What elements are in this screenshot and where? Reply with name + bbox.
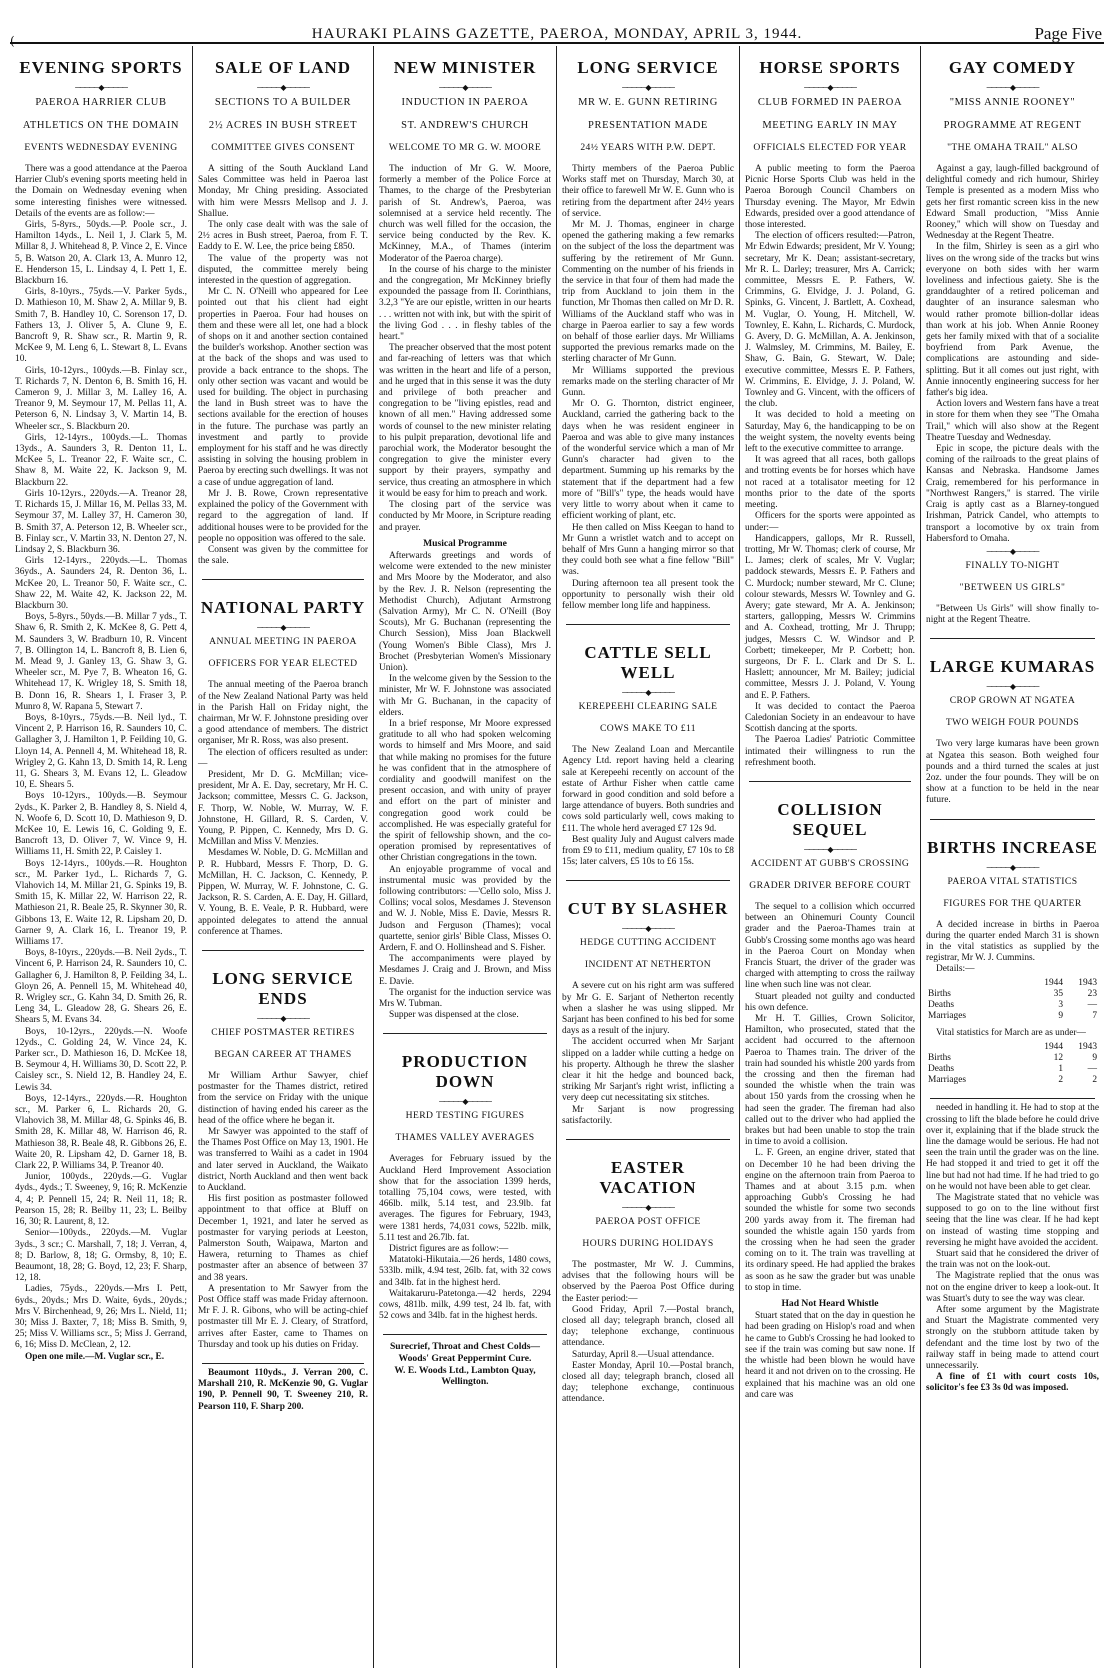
- paragraph: Girls 12-14yrs., 220yds.—L. Thomas 36yds., A. Saunders 24, R. Denton 36, L. McKee 20, L. Treanor 50, F. Waite scr., C. Shaw 22, M. Waite 42, K. Jackson 22, M. Blackburn 30.: [15, 556, 187, 611]
- subhead: PAEROA VITAL STATISTICS: [947, 875, 1078, 887]
- subhead: PROGRAMME AT REGENT: [943, 120, 1082, 131]
- headline-births-increase: BIRTHS INCREASE: [927, 837, 1098, 857]
- paragraph: A sitting of the South Auckland Land Sales Committee was held in Paeroa last Monday, Mr Ching presiding. Associated with him were Messrs Mellsop and J. J. Shallue.: [198, 164, 368, 219]
- paragraph: District figures are as follow:—: [389, 1244, 509, 1255]
- paragraph: "Between Us Girls" will show finally to-night at the Regent Theatre.: [926, 603, 1099, 626]
- paragraph: He then called on Miss Keegan to hand to Mr Gunn a wristlet watch and to accept on behalf of Mrs Gunn a hanging mirror so that they could both see what a fine fellow "Bill" was.: [562, 522, 734, 578]
- paragraph: An enjoyable programme of vocal and instrumental music was provided by the following contributors: —'Cello solo, Miss J. Collins; vocal solos, Mesdames J. Stevenson and W. J. Noble, Miss E. Davie, Messrs R. Judson and Ferguson (Thames); vocal quartette, senior girls' Bible Class, Misses O. Ardern, F. and O. Hollinshead and S. Fisher.: [379, 864, 551, 954]
- paragraph: Open one mile.—M. Vuglar scr., E.: [25, 1351, 165, 1362]
- paragraph: Boys, 8-10yrs., 75yds.—B. Neil lyd., T. Vincent 2, P. Harrison 16, R. Saunders 10, C. Gallagher 3, J. Hamilton 1, P. Feilding 10, G. Lloyn 14, A. Pennell 4, M. Whitehead 18, R. Wrigley 2, G. Kahn 13, D. Smith 14, R. Leng 11, G. Shears 3, M. Evans 12, L. Gleadow 10, E. Shears 5.: [15, 712, 187, 791]
- subhead: TWO WEIGH FOUR POUNDS: [945, 717, 1080, 729]
- paragraph: A severe cut on his right arm was suffered by Mr G. E. Sarjant of Netherton recently when a slasher he was using slipped. Mr Sarjant has been confined to his bed for some days as a result of the injury.: [562, 981, 734, 1037]
- cell-value: 9: [1058, 1011, 1063, 1022]
- paragraph: Stuart said that he considered the driver of the train was not on the look-out.: [926, 1249, 1099, 1271]
- cell-value: 7: [1092, 1011, 1097, 1022]
- paragraph: The New Zealand Loan and Mercantile Agency Ltd. report having held a clearing sale at Kerepeehi recently on account of the estate of Arthur Fisher when cattle came forward in good condition and sold before a large attendance of buyers. Both sundries and cows sold particularly well, cows making to £11. The whole herd averaged £7 12s 9d.: [562, 745, 734, 834]
- year-header: 1943: [1078, 1041, 1097, 1052]
- rule-ornament: ─────◆─────: [986, 546, 1039, 556]
- subhead: "MISS ANNIE ROONEY": [949, 97, 1076, 108]
- paragraph: The accident occurred when Mr Sarjant slipped on a ladder while cutting a hedge on his property. Although he threw the slasher clear it hit the hedge and bounced back, striking Mr Sarjant's right wrist, inflicting a very deep cut necessitating six stitches.: [562, 1037, 734, 1104]
- subhead: ANNUAL MEETING IN PAEROA: [209, 636, 357, 648]
- article-divider: [930, 638, 1095, 639]
- row-label: Births: [928, 988, 951, 999]
- article-divider: [202, 950, 364, 951]
- rule-ornament: ─────◆─────: [257, 83, 309, 92]
- paragraph: There was a good attendance at the Paeroa Harrier Club's evening sports meeting held in the Domain on Wednesday evening when some interesting finishes were witnessed. Details of the events are as follow:—: [15, 164, 187, 219]
- paragraph: Girls, 8-10yrs., 75yds.—V. Parker 5yds., D. Mathieson 10, M. Shaw 2, A. Millar 9, B. Smith 7, B. Handley 10, C. Sorenson 17, D. Fathers 13, J. Oliver 5, A. Clune 9, E. Bancroft 9, R. Shaw scr., R. Martin 9, R. McKee 9, M. Leng 6, L. Stewart 8, L. Evans 10.: [15, 287, 187, 365]
- headline-evening-sports: EVENING SPORTS: [19, 58, 183, 77]
- paragraph: During afternoon tea all present took the opportunity to personally wish their old fellow member long life and happiness.: [562, 578, 734, 611]
- paragraph: Best quality July and August calvers made from £9 to £11, medium quality, £7 10s to £8 15s; later calvers, £5 10s to £6 15s.: [562, 834, 734, 868]
- paragraph: Two very large kumaras have been grown at Ngatea this season. Both weighed four pounds and a third turned the scales at just 2oz. under the four pounds. They will be on show at a function to be held in the near future.: [926, 739, 1099, 806]
- rule-ornament: ─────◆─────: [75, 83, 127, 92]
- paragraph: Easter Monday, April 10.—Postal branch, closed all day; telegraph branch, closed all day; telephone exchange, continuous attendance.: [562, 1360, 734, 1405]
- row-label: Deaths: [928, 1063, 955, 1074]
- paragraph: Mr M. J. Thomas, engineer in charge opened the gathering making a few remarks on the subject of the loss the department was suffering by the retirement of Mr Gunn. Commenting on the number of his friends in the service in that four of them had made the trip from Auckland to join them in the function, Mr Thomas then called on Mr D. R. Williams of the Auckland staff who was in charge in Paeroa earlier to say a few words on behalf of those earlier days. Mr Williams supported the previous remarks made on the sterling character of Mr Gunn.: [562, 220, 734, 365]
- subhead: "THE OMAHA TRAIL" ALSO: [947, 142, 1078, 153]
- paragraph: The closing part of the service was conducted by Mr Moore, in Scripture reading and prayer.: [379, 500, 551, 533]
- subhead: MR W. E. GUNN RETIRING: [578, 97, 718, 108]
- paragraph: In the course of his charge to the minister and the congregation, Mr McKinney briefly expounded the passage from II. Corinthians, 3.2,3 "Ye are our epistle, written in our hearts . . . written not with ink, but with the spirit of the living God . . . in fleshy tables of the heart.": [379, 264, 551, 343]
- headline-sale-of-land: SALE OF LAND: [214, 58, 352, 77]
- paragraph: The election of officers resulted:—Patron, Mr Edwin Edwards; president, Mr V. Young; secretary, Mr K. Dean; assistant-secretary, Mr R. L. Darley; treasurer, Mrs A. Carrick; committee, Messrs E. P. Fathers, W. Crimmins, G. Elvidge, J. J. Poland, G. Spinks, G. Vincent, J. Bartlett, A. Coxhead, M. Vuglar, O. Young, H. Mitchell, W. Townley, E. Kahn, L. Richards, C. Murdock, G. Avery, D. G. McMillan, A. A. Jenkinson, J. Walmsley, M. Crimmins, M. Bailey, E. Shaw, G. Bain, G. Stewart, W. Dale; executive committee, Messrs E. P. Fathers, W. Crimmins, E. Elvidge, J. J. Poland, W. Townley and G. Vincent, with the officers of the club.: [745, 231, 915, 410]
- column-horse-sports: [740, 46, 921, 1668]
- paragraph: The organist for the induction service was Mrs W. Tubman.: [379, 987, 551, 1010]
- paragraph: The sequel to a collision which occurred between an Ohinemuri County Council grader and the Paeroa-Thames train at Gubb's Crossing some months ago was heard in the Paeroa Court on Monday when Francis Stuart, the driver of the grader was charged with attempting to cross the railway line when such line was not clear.: [745, 901, 915, 991]
- paragraph: His first position as postmaster followed appointment to that office at Bluff on December 1, 1921, and later he served as postmaster for varying periods at Leeston, Palmerston South, Waipawa, Marton and Hawera, returning to Thames as chief postmaster after an absence of between 37 and 38 years.: [198, 1194, 368, 1283]
- rule-ornament: ─────◆─────: [986, 862, 1039, 872]
- article-divider: [566, 624, 730, 625]
- masthead: [10, 8, 1104, 48]
- paragraph: L. F. Green, an engine driver, stated that on December 10 he had been driving the engine on the afternoon train from Paeroa to Thames and at about 3.15 p.m. when approaching Gubb's Crossing he had sounded the whistle for some two seconds 200 yards away from it. The fireman had sounded the whistle again 150 yards from the crossing when he had seen the grader coming on to it. The train was travelling at its ordinary speed. He had applied the brakes as soon as he saw the grader but was unable to stop in time.: [745, 1148, 915, 1293]
- cell-value: —: [1087, 1063, 1097, 1074]
- paragraph: Saturday, April 8.—Usual attendance.: [572, 1349, 715, 1360]
- paragraph: Thirty members of the Paeroa Public Works staff met on Thursday, March 30, at their office to farewell Mr W. E. Gunn who is retiring from the department after 24½ years of service.: [562, 164, 734, 219]
- subhead: HOURS DURING HOLIDAYS: [582, 1238, 714, 1249]
- paragraph: Stuart stated that on the day in question he had been grading on Hislop's road and when he came to Gubb's Crossing he had looked to see if the train was coming but saw none. If the whistle had been blown he would have heard it and not driven on to the crossing. He explained that his machine was an old one and care was: [745, 1311, 915, 1400]
- paragraph: Girls, 10-12yrs., 100yds.—B. Finlay scr., T. Richards 7, N. Denton 6, B. Smith 16, H. Cameron 9, J. Millar 3, M. Lalley 16, A. Treanor 9, M. Seymour 17, M. Pellas 11, A. Peterson 6, N. Lindsay 3, V. Martin 14, B. Wheeler scr., S. Blackburn 20.: [15, 365, 187, 432]
- subhead: FINALLY TO-NIGHT: [965, 559, 1060, 571]
- page-edge-mark: (: [10, 34, 15, 48]
- subhead: PRESENTATION MADE: [588, 120, 708, 131]
- paragraph: Handicappers, gallops, Mr R. Russell, trotting, Mr W. Thomas; clerk of course, Mr L. James; clerk of scales, Mr V. Vuglar; paddock stewards, Messrs E. P. Fathers and C. Murdock; number steward, Mr C. Clune; colour stewards, Messrs W. Townley and G. Avery; gate steward, Mr A. A. Jenkinson; starters, gallopping, Messrs W. Crimmins and A. Coxhead, trotting, Mr J. Thrupp; judges, Messrs C. W. Windsor and P. Corbett; timekeeper, Mr P. Corbett; hon. surgeons, Dr F. L. Clark and Dr S. L. Haslett; announcer, Mr M. Bailey; judicial committee, Messrs J. J. Poland, V. Young and E. P. Fathers.: [745, 533, 915, 701]
- paragraph: Girls, 12-14yrs., 100yds.—L. Thomas 13yds., A. Saunders 3, R. Denton 11, L. McKee 5, L. Treanor 22, F. Waite scr., C. Shaw 8, M. Waite 22, K. Jackson 9, M. Blackburn 22.: [15, 432, 187, 488]
- headline-long-service-ends: LONG SERVICE ENDS: [212, 968, 354, 1008]
- column-long-service: [557, 46, 740, 1668]
- subhead: WELCOME TO MR G. W. MOORE: [388, 142, 542, 153]
- paragraph: Boys 10-12yrs., 100yds.—B. Seymour 2yds., K. Parker 2, B. Handley 8, S. Nield 4, N. Woofe 6, D. Scott 10, D. Mathieson 9, D. McKee 10, E. Lewis 16, C. Golding 9, E. Bancroft 13, D. Oliver 7, W. Vince 9, H. Williams 11, H. Smith 22, P. Caisley 1.: [15, 791, 187, 858]
- paragraph: It was decided to contact the Paeroa Caledonian Society in an endeavour to have Scottish dancing at the sports.: [745, 701, 915, 735]
- page-number: Page Five: [1034, 24, 1102, 43]
- headline-gay-comedy: GAY COMEDY: [948, 58, 1077, 77]
- subhead: "BETWEEN US GIRLS": [959, 581, 1066, 593]
- rule-ornament: ─────◆─────: [986, 83, 1039, 92]
- rule-ornament: ─────◆─────: [257, 623, 309, 633]
- paragraph: The postmaster, Mr W. J. Cummins, advises that the following hours will be observed by the Paeroa Post Office during the Easter period:—: [562, 1260, 734, 1304]
- section-title: Musical Programme: [423, 537, 507, 549]
- ad-line: Surecrief, Throat and Chest Colds—Woods' Great Peppermint Cure.: [389, 1341, 541, 1365]
- rule-ornament: ─────◆─────: [622, 1203, 674, 1212]
- headline-easter-vacation: EASTER VACATION: [599, 1158, 697, 1197]
- paragraph: The accompaniments were played by Mesdames J. Craig and J. Brown, and Miss E. Davie.: [379, 954, 551, 987]
- cell-value: 2: [1092, 1075, 1097, 1086]
- paragraph: Epic in scope, the picture deals with the coming of the railroads to the great plains of Kansas and Nebraska. Handsome James Craig, remembered for his performance in "Northwest Rangers," is starred. The virile Craig is aptly cast as a Blarney-tongued Irishman, Patrick Candel, who attempts to transport a locomotive by ox train from Habersford to Omaha.: [926, 444, 1099, 544]
- article-divider: [749, 781, 911, 782]
- vital-statistics-quarter-table: [926, 978, 1099, 1023]
- subhead: ATHLETICS ON THE DOMAIN: [22, 120, 180, 131]
- paragraph: The only case dealt with was the sale of 2½ acres in Bush street, Paeroa, from F. T. Eaddy to E. W. Lee, the price being £850.: [198, 220, 368, 253]
- headline-long-service: LONG SERVICE: [577, 58, 719, 77]
- paragraph: Mr Williams supported the previous remarks made on the sterling character of Mr Gunn.: [562, 365, 734, 399]
- article-divider: [202, 579, 364, 580]
- paragraph: Mr O. G. Thornton, district engineer, Auckland, carried the gathering back to the days when he was resident engineer in Paeroa and was able to give many instances of the wonderful service which a man of Mr Gunn's character had given to the department. Summing up his remarks by the statement that if the department had a few more of "Bill's" type, the heads would have very little to worry about when it came to efficient working of plant, etc.: [562, 399, 734, 522]
- paragraph: The value of the property was not disputed, the committee merely being interested in the question of aggregation.: [198, 253, 368, 287]
- subhead: 2½ ACRES IN BUSH STREET: [208, 120, 358, 131]
- paragraph: The Paeroa Ladies' Patriotic Committee intimated their willingness to run the refreshment booth.: [745, 735, 915, 768]
- rule-ornament: ─────◆─────: [804, 83, 856, 92]
- table-row: [926, 1011, 1099, 1022]
- subhead: COWS MAKE TO £11: [599, 723, 697, 735]
- row-label: Births: [928, 1052, 951, 1063]
- table-row: [926, 1053, 1099, 1064]
- column-gay-comedy: [921, 46, 1104, 1668]
- paragraph: Vital statistics for March are as under—: [936, 1028, 1086, 1039]
- paragraph: After some argument by the Magistrate and Stuart the Magistrate commented very strongly on the stubborn attitude taken by defendant and the time lost by two of the railway staff in being made to attend court unnecessarily.: [926, 1305, 1099, 1372]
- rule-ornament: ─────◆─────: [804, 844, 856, 854]
- subhead: MEETING EARLY IN MAY: [762, 120, 898, 131]
- paragraph: Mesdames W. Noble, D. G. McMillan and P. R. Hubbard, Messrs F. Thorp, D. G. McMillan, H. C. Jackson, C. Kennedy, P. Pippen, W. Murray, W. F. Johnstone, C. G. Jackson, R. S. Carden, A. E. Day, H. Gillard, V. Young, B. E. Veale, P. R. Hubbard, were appointed delegates to attend the annual conference at Thames.: [198, 848, 368, 937]
- paragraph: Good Friday, April 7.—Postal branch, closed all day; telegraph branch, closed all day; telephone exchange, continuous attendance.: [562, 1304, 734, 1349]
- article-divider: [383, 1334, 547, 1335]
- subhead: PAEROA POST OFFICE: [595, 1216, 701, 1227]
- paragraph: In the welcome given by the Session to the minister, Mr W. F. Johnstone was associated with Mr G. Buchanan, in the capacity of elders.: [379, 674, 551, 718]
- headline-new-minister: NEW MINISTER: [393, 58, 537, 77]
- paragraph: Averages for February issued by the Auckland Herd Improvement Association show that for the association 1399 herds, totalling 75,104 cows, were tested, with 466lb. milk, 5.14 test, and 23.9lb. fat averages. The figures for February, 1943, were 1381 herds, 74,031 cows, 522lb. milk, 5.11 test and 26.7lb. fat.: [379, 1154, 551, 1243]
- subhead: SECTIONS TO A BUILDER: [214, 97, 352, 108]
- results-continuation: Beaumont 110yds., J. Verran 200, C. Marshall 210, R. McKenzie 90, G. Vuglar 190, P. Pennell 90, T. Sweeney 210, R. Pearson 110, F. Sharp 200.: [198, 1368, 368, 1412]
- subhead: OFFICERS FOR YEAR ELECTED: [208, 658, 358, 670]
- subhead: ACCIDENT AT GUBB'S CROSSING: [750, 857, 910, 869]
- article-divider: [930, 1098, 1095, 1099]
- paragraph: It was agreed that all races, both gallops and trotting events be for horses which have not raced at a totalisator meeting for 12 months prior to the date of the sports meeting.: [745, 455, 915, 511]
- subhead: BEGAN CAREER AT THAMES: [214, 1048, 352, 1060]
- paragraph: Afterwards greetings and words of welcome were extended to the new minister and Mrs Moore by the Moderator, and also by the Rev. J. R. Nelson (representing the Methodist Church), Adjutant Armstrong (Salvation Army), Mr C. N. O'Neill (Boy Scouts), Mr G. Buchanan (representing the Church Session), Miss Joan Blackwell (Young Women's Bible Class), Mrs J. Brochet (Presbyterian Women's Missionary Union).: [379, 550, 551, 673]
- paragraph: Stuart pleaded not guilty and conducted his own defence.: [745, 991, 915, 1013]
- columns: [10, 46, 1104, 1668]
- year-header: 1944: [1044, 1041, 1063, 1052]
- subhead: COMMITTEE GIVES CONSENT: [211, 142, 355, 153]
- rule-ornament: ─────◆─────: [622, 924, 674, 934]
- rule-ornament: ─────◆─────: [622, 83, 674, 92]
- paragraph: Girls, 5-8yrs., 50yds.—P. Poole scr., J. Hamilton 14yds., L. Neil 1, J. Clark 5, M. Millar 8, J. Whitehead 8, P. Vince 2, E. Vince 5, B. Watson 20, A. Clark 13, A. Munro 12, E. Henderson 15, L. Lindsay 4, I. Pett 1, E. Blackburn 16.: [15, 220, 187, 287]
- cell-value: 2: [1058, 1075, 1063, 1086]
- subhead: KEREPEEHI CLEARING SALE: [578, 701, 718, 713]
- paragraph: Consent was given by the committee for the sale.: [198, 544, 368, 567]
- year-header: 1944: [1044, 977, 1063, 988]
- paragraph: Details:—: [936, 964, 975, 975]
- table-row: [926, 1075, 1099, 1086]
- paragraph: Mr William Arthur Sawyer, chief postmaster for the Thames district, retired from the service on Friday with the unique distinction of having ended his career as the head of the office where he began it.: [198, 1070, 368, 1126]
- paragraph: Boys, 5-8yrs., 50yds.—B. Millar 7 yds., T. Shaw 6, R. Smith 2, K. McKee 8, G. Pett 4, M. Saunders 3, W. Bradburn 10, R. Vincent 7, B. Ollington 14, L. Bancroft 8, B. Lien 6, M. Mead 9, J. Ganley 13, G. Shaw 3, G. Wheeler scr., M. Pye 7, B. Wheaton 16, G. Whitehead 17, K. Wrigley 18, S. Smith 18, B. Donn 16, R. Shears 1, I. Fraser 3, P. Munro 8, W. Rapana 5, Stewart 7.: [15, 612, 187, 712]
- cell-value: 35: [1053, 988, 1063, 999]
- paragraph: Mr Sawyer was appointed to the staff of the Thames Post Office on May 13, 1901. He was transferred to Waihi as a cadet in 1904 and later served in Auckland, the Waikato district, North Auckland and then went back to Auckland.: [198, 1127, 368, 1194]
- headline-production-down: PRODUCTION DOWN: [401, 1052, 529, 1092]
- paragraph: In the film, Shirley is seen as a girl who lives on the wrong side of the tracks but wins everyone on both sides with her warm loveliness and infectious gaiety. She is the granddaughter of a retired policeman and daughter of an insurance salesman who would rather promote billion-dollar ideas than work at his job. When Annie Rooney gets her family mixed with that of a socialite boyfriend from Park Avenue, the complications are astounding and side-splitting. But it all comes out just right, with Annie innocently engineering success for her father's big idea.: [926, 242, 1099, 399]
- headline-horse-sports: HORSE SPORTS: [759, 58, 901, 77]
- subhead: OFFICIALS ELECTED FOR YEAR: [753, 142, 907, 153]
- subhead: HERD TESTING FIGURES: [405, 1110, 525, 1122]
- column-sale-of-land: [193, 46, 374, 1668]
- paragraph: Supper was dispensed at the close.: [389, 1010, 519, 1021]
- paragraph: A fine of £1 with court costs 10s, solicitor's fee £3 3s 0d was imposed.: [926, 1372, 1099, 1394]
- paragraph: Mr C. N. O'Neill who appeared for Lee pointed out that his client had eight properties in Paeroa. Four had houses on them and these were all let, one had a block of shops on it and another section contained the builder's workshop. Another section was at the back of the shops and was used to provide a back entrance to the shops. The only other section was vacant and would be used for building. The object in purchasing the land in Bush street was to have the sections available for the erection of houses in the future. The purchase was partly an investment and partly to provide employment for his staff and he was directly assisting in solving the housing problem in Paeroa by erecting such dwellings. It was not a case of undue aggregation of land.: [198, 287, 368, 488]
- paragraph: A public meeting to form the Paeroa Picnic Horse Sports Club was held in the Paeroa Borough Council Chambers on Thursday evening. The Mayor, Mr Edwin Edwards, presided over a good attendance of those interested.: [745, 164, 915, 231]
- row-label: Marriages: [928, 1011, 967, 1022]
- year-header: 1943: [1078, 977, 1097, 988]
- paragraph: The Magistrate stated that no vehicle was supposed to go on to the line without first seeing that the line was clear. If he had kept on instead of wasting time stopping and reversing he might have avoided the accident.: [926, 1193, 1099, 1248]
- paragraph: Ladies, 75yds., 220yds.—Mrs I. Pett, 6yds., 20yds.; Mrs D. Waite, 6yds., 20yds.; Mrs V. Birchenhead, 9, 26; Mrs L. Nield, 11; 30; Miss J. Baxter, 7, 18; Miss B. Smith, 9, 25; Miss V. Williams scr., 5; Miss J. Gerrand, 6, 16; Miss D. McClean, 2, 12.: [15, 1284, 187, 1351]
- newspaper-title: HAURAKI PLAINS GAZETTE, PAEROA, MONDAY, APRIL 3, 1944.: [311, 26, 803, 42]
- subhead: ST. ANDREW'S CHURCH: [401, 120, 529, 131]
- article-divider: [566, 880, 730, 881]
- paragraph: Against a gay, laugh-filled background of delightful comedy and rich humour, Shirley Temple is presented as a modern Miss who gets her first romantic screen kiss in the new Edward Small production, "Miss Annie Rooney," which will show on Tuesday and Wednesday at the Regent Theatre.: [926, 164, 1099, 242]
- paragraph: Boys, 8-10yrs., 220yds.—B. Neil 2yds., T. Vincent 6, P. Harrison 24, R. Saunders 10, C. Gallagher 6, J. Hamilton 8, P. Feilding 34, L. Gloyn 26, A. Pennell 15, M. Whitehead 40, R. Wrigley scr., G. Kahn 34, D. Smith 26, R. Leng 34, L. Gleadow 28, G. Shears 26, E. Shears 5, M. Evans 34.: [15, 948, 187, 1026]
- paragraph: needed in handling it. He had to stop at the crossing to lift the blade before he could drive over it, explaining that if the blade struck the line the damage would be serious. He had not seen the train until the grader was on the line. He had stopped it and tried to get it off the line but had not had time. If he had tried to go on he would not have been able to get clear.: [926, 1103, 1099, 1192]
- cell-value: —: [1087, 999, 1097, 1010]
- subhead: PAEROA HARRIER CLUB: [35, 97, 167, 108]
- article-divider: [202, 1363, 364, 1364]
- paragraph: Boys 12-14yrs., 100yds.—R. Houghton scr., M. Parker 1yd., L. Richards 7, G. Vlahovich 14, M. Millar 21, G. Spinks 19, B. Smith 15, K. Millar 22, W. Harrison 22, R. Mathieson 21, R. Beale 25, R. Skynner 30, R. Gibbons 13, E. Waite 12, R. Lipsham 20, D. Garner 9, A. Clark 16, L. Treanor 19, P. Williams 17.: [15, 858, 187, 948]
- column-new-minister: [374, 46, 557, 1668]
- article-divider: [383, 1033, 547, 1034]
- headline-large-kumaras: LARGE KUMARAS: [929, 657, 1096, 677]
- paragraph: Mr Sarjant is now progressing satisfactorily.: [562, 1104, 734, 1126]
- paragraph: Mr J. B. Rowe, Crown representative explained the policy of the Government with regard to the aggregation of land. If additional houses were to be provided for the people no opposition was offered to the sale.: [198, 488, 368, 544]
- subhead: INCIDENT AT NETHERTON: [584, 959, 712, 971]
- table-header-row: [926, 978, 1099, 989]
- rule-ornament: ─────◆─────: [986, 682, 1039, 692]
- subhead: 24½ YEARS WITH P.W. DEPT.: [580, 142, 716, 153]
- subhead: FIGURES FOR THE QUARTER: [943, 897, 1082, 909]
- advertisement: [379, 1341, 551, 1387]
- paragraph: Matatoki-Hikutaia.—26 herds, 1480 cows, 533lb. milk, 4.94 test, 26lb. fat, with 32 cows and 34lb. fat in the highest herd.: [379, 1255, 551, 1288]
- cell-value: 9: [1092, 1052, 1097, 1063]
- paragraph: Mr H. T. Gillies, Crown Solicitor, Hamilton, who prosecuted, stated that the accident had occurred to the afternoon Paeroa to Thames train. The driver of the train had sounded his whistle 200 yards from the crossing and then the fireman had sounded the whistle when the train was about 150 yards from the crossing when he had seen the grader. The fireman had also called out to the driver who had applied the brakes but had been unable to stop the train in time to avoid a collision.: [745, 1014, 915, 1148]
- row-label: Deaths: [928, 999, 955, 1010]
- cell-value: 1: [1058, 1063, 1063, 1074]
- paragraph: President, Mr D. G. McMillan; vice-president, Mr A. E. Day, secretary, Mr H. C. Jackson; committee, Messrs C. G. Jackson, F. Thorp, W. Noble, W. Murray, W. F. Johnstone, H. Gillard, R. S. Carden, V. Young, P. Pippen, C. Kennedy, Mrs D. G. McMillan and Miss V. Menzies.: [198, 769, 368, 848]
- row-label: Marriages: [928, 1075, 967, 1086]
- headline-cattle-sell-well: CATTLE SELL WELL: [584, 643, 712, 683]
- paragraph: Action lovers and Western fans have a treat in store for them when they see "The Omaha Trail," which will also show at the Regent Theatre Tuesday and Wednesday.: [926, 399, 1099, 443]
- cell-value: 3: [1058, 999, 1063, 1010]
- subhead: INDUCTION IN PAEROA: [401, 97, 529, 108]
- cell-value: 12: [1053, 1052, 1063, 1063]
- paragraph: The Magistrate replied that the onus was not on the engine driver to keep a look-out. It was Stuart's duty to see the way was clear.: [926, 1271, 1099, 1304]
- paragraph: A presentation to Mr Sawyer from the Post Office staff was made Friday afternoon. Mr F. J. R. Gibons, who will be acting-chief postmaster till Mr E. J. Cleary, of Stratford, arrives after Easter, came to Thames on Thursday and took up his duties on Friday.: [198, 1283, 368, 1350]
- paragraph: Senior—100yds., 220yds.—M. Vuglar 3yds., 3 scr.; C. Marshall, 7, 18; J. Verran, 4, 8; D. Barlow, 8, 18; G. Ormsby, 8, 10; E. Beaumont, 18, 28; G. Boyd, 12, 23; F. Sharp, 12, 18.: [15, 1228, 187, 1284]
- paragraph: In a brief response, Mr Moore expressed gratitude to all who had spoken welcoming words to himself and Mrs Moore, and said that while making no promises for the future he was confident that in the atmosphere of cordiality and goodwill manifest on the present occasion, and with unity of prayer and effort on the part of minister and congregation good work could be accomplished. He was especially grateful for the spirit of fellowship shown, and the co-operation promised by representatives of other Christian congregations in the town.: [379, 718, 551, 864]
- paragraph: Officers for the sports were appointed as under:—: [745, 511, 915, 533]
- paragraph: The preacher observed that the most potent and far-reaching of letters was that which was written in the heart and life of a person, and he urged that in this sense it was the duty and privilege of both preacher and congregation to be "living epistles, read and known of all men." Having addressed some words of counsel to the new minister relating to his pulpit preparation, devotional life and parochial work, the Moderator besought the congregation to give the minister every support by their prayers, sympathy and service, thus creating an atmosphere in which it would be easy for him to preach and work.: [379, 343, 551, 499]
- article-divider: [930, 819, 1095, 820]
- paragraph: Boys, 12-14yrs., 220yds.—R. Houghton scr., M. Parker 6, L. Richards 20, G. Vlahovich 38, M. Millar 48, G. Spinks 46, B. Smith 28, K. Millar 48, W. Harrison 46, R. Mathieson 38, R. Beale 48, R. Gibbons 26, E. Waite 20, R. Lipsham 42, D. Garner 18, B. Clark 22, P. Williams 34, P. Treanor 40.: [15, 1093, 187, 1172]
- subhead: CLUB FORMED IN PAEROA: [757, 97, 903, 108]
- table-row: [926, 1000, 1099, 1011]
- subhead: GRADER DRIVER BEFORE COURT: [749, 879, 911, 891]
- subhead: THAMES VALLEY AVERAGES: [395, 1132, 535, 1144]
- paragraph: The annual meeting of the Paeroa branch of the New Zealand National Party was held in the Parish Hall on Friday night, the chairman, Mr W. F. Johnstone presiding over a good attendance of members. The district organiser, Mr R. Ross, was also present.: [198, 680, 368, 747]
- paragraph: The election of officers resulted as under:—: [198, 747, 368, 769]
- headline-cut-by-slasher: CUT BY SLASHER: [567, 899, 729, 919]
- subhead: CROP GROWN AT NGATEA: [949, 695, 1076, 707]
- paragraph: A decided increase in births in Paeroa during the quarter ended March 31 is shown in the vital statistics as supplied by the registrar, Mr W. J. Cummins.: [926, 919, 1099, 964]
- paragraph: Waitakaruru-Patetonga.—42 herds, 2294 cows, 481lb. milk, 4.99 test, 24 lb. fat, with 52 cows and 34lb. fat in the highest herds.: [379, 1288, 551, 1322]
- subhead: EVENTS WEDNESDAY EVENING: [24, 142, 178, 153]
- paragraph: The induction of Mr G. W. Moore, formerly a member of the Police Force at Thames, to the charge of the Presbyterian parish of St. Andrew's, Paeroa, was solemnised at a service held recently. The church was well filled for the occasion, the service being conducted by the Rev. K. McKinney, M.A., of Thames (interim Moderator of the Paeroa charge).: [379, 164, 551, 264]
- column-evening-sports: [10, 46, 193, 1668]
- paragraph: Junior, 100yds., 220yds.—G. Vuglar 4yds., 4yds.; T. Sweeney, 9, 16; R. McKenzie 4, 4; P. Pennell 15, 24; R. Neil 11, 18; R. Pearson 15, 28; R. Beilby 11, 23; L. Beilby 16, 30; R. Laurent, 8, 12.: [15, 1172, 187, 1228]
- vital-statistics-march-table: [926, 1042, 1099, 1087]
- article-divider: [566, 1139, 730, 1140]
- section-title: Had Not Heard Whistle: [781, 1298, 879, 1310]
- ad-line: W. E. Woods Ltd., Lambton Quay, Wellington.: [394, 1364, 536, 1388]
- paragraph: Girls 10-12yrs., 220yds.—A. Treanor 28, T. Richards 15, J. Millar 16, M. Pellas 33, M. Seymour 37, M. Lalley 37, H. Cameron 30, B. Smith 37, A. Peterson 12, B. Wheeler scr., B. Finlay scr., V. Martin 33, N. Denton 27, N. Lindsay 2, S. Blackburn 36.: [15, 488, 187, 555]
- paragraph: It was decided to hold a meeting on Saturday, May 6, the handicapping to be on the weight system, the novelty events being left to the executive committee to arrange.: [745, 410, 915, 455]
- table-row: [926, 989, 1099, 1000]
- cell-value: 23: [1087, 988, 1097, 999]
- subhead: HEDGE CUTTING ACCIDENT: [579, 937, 717, 949]
- paragraph: Boys, 10-12yrs., 220yds.—N. Woofe 12yds., C. Golding 24, W. Vince 24, K. Parker scr., D. Mathieson 16, D. McKee 18, B. Seymour 4, H. Williams 30, D. Scott 22, P. Caisley scr., S. Nield 12, B. Handley 24, E. Lewis 34.: [15, 1026, 187, 1093]
- subhead: CHIEF POSTMASTER RETIRES: [211, 1026, 355, 1038]
- headline-national-party: NATIONAL PARTY: [200, 598, 366, 618]
- rule-ornament: ─────◆─────: [257, 1013, 309, 1023]
- table-header-row: [926, 1042, 1099, 1053]
- table-row: [926, 1064, 1099, 1075]
- rule-ornament: ─────◆─────: [622, 688, 674, 698]
- headline-collision-sequel: COLLISION SEQUEL: [777, 799, 883, 839]
- rule-ornament: ─────◆─────: [439, 83, 491, 92]
- rule-ornament: ─────◆─────: [439, 1097, 491, 1107]
